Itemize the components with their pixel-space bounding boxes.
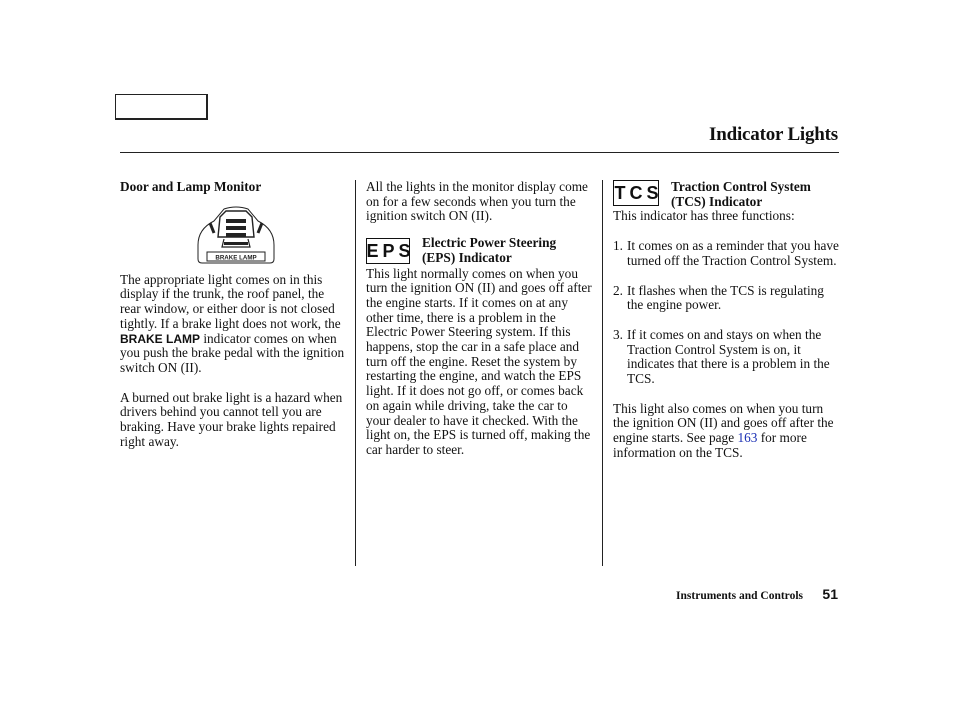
brake-lamp-bold-label: BRAKE LAMP	[120, 331, 200, 346]
footer-section-name: Instruments and Controls	[676, 590, 803, 602]
tcs-function-list	[613, 239, 841, 387]
tcs-indicator-icon: TCS	[613, 180, 659, 206]
navigation-box[interactable]	[115, 94, 208, 120]
door-lamp-monitor-icon	[194, 203, 278, 265]
door-lamp-paragraph-1: The appropriate light comes on in this display if the trunk, the roof panel, the rear window, or either door is not closed tightly. If a brake light does not work, the BRAKE LAMP indicator comes on when you push the brake pedal with the ignition switch ON (II).	[120, 271, 345, 375]
column-divider-1	[355, 180, 356, 566]
eps-heading: Electric Power Steering (EPS) Indicator	[422, 235, 557, 265]
page-163-link[interactable]: 163	[737, 430, 758, 446]
list-item: 3. If it comes on and stays on when the Traction Control System is on, it indicates that there is a problem in the TCS.	[613, 326, 830, 387]
eps-body: This light normally comes on when you turn the ignition ON (II) and goes off after the engine starts. If it comes on at any other time, there is a problem in the Electric Power Steering system. If this happens, stop the car in a safe place and turn off the engine. Reset the system by restarting the engine, and watch the EPS light. If it does not go off, or comes back on again while driving, take the car to your dealer to have it checked. With the light on, the EPS is turned off, making the car harder to steer.	[366, 265, 592, 457]
page-number: 51	[822, 586, 838, 602]
column-eps	[366, 180, 592, 458]
column-tcs	[613, 180, 841, 461]
brake-lamp-label: BRAKE LAMP	[215, 254, 257, 262]
eps-indicator-icon: EPS	[366, 238, 410, 264]
tcs-intro: This indicator has three functions:	[613, 208, 795, 224]
eps-heading-row	[366, 235, 592, 265]
monitor-intro-paragraph: All the lights in the monitor display come on for a few seconds when you turn the ignition switch ON (II).	[366, 179, 588, 224]
column-door-lamp-monitor	[120, 180, 346, 449]
page-title: Indicator Lights	[709, 124, 838, 145]
door-lamp-paragraph-2: A burned out brake light is a hazard when drivers behind you cannot tell you are braking. Have your brake lights repaired right away.	[120, 389, 343, 449]
title-rule	[120, 152, 839, 153]
list-item: 1. It comes on as a reminder that you have turned off the Traction Control System.	[613, 238, 839, 268]
tcs-heading-row	[613, 180, 841, 209]
tcs-outro: This light also comes on when you turn the ignition ON (II) and goes off after the engine starts. See page 163 for more information on the TCS.	[613, 400, 834, 460]
column-divider-2	[602, 180, 603, 566]
list-item: 2. It flashes when the TCS is regulating the engine power.	[613, 282, 824, 313]
tcs-heading: Traction Control System (TCS) Indicator	[671, 179, 811, 209]
door-lamp-heading: Door and Lamp Monitor	[120, 179, 262, 194]
